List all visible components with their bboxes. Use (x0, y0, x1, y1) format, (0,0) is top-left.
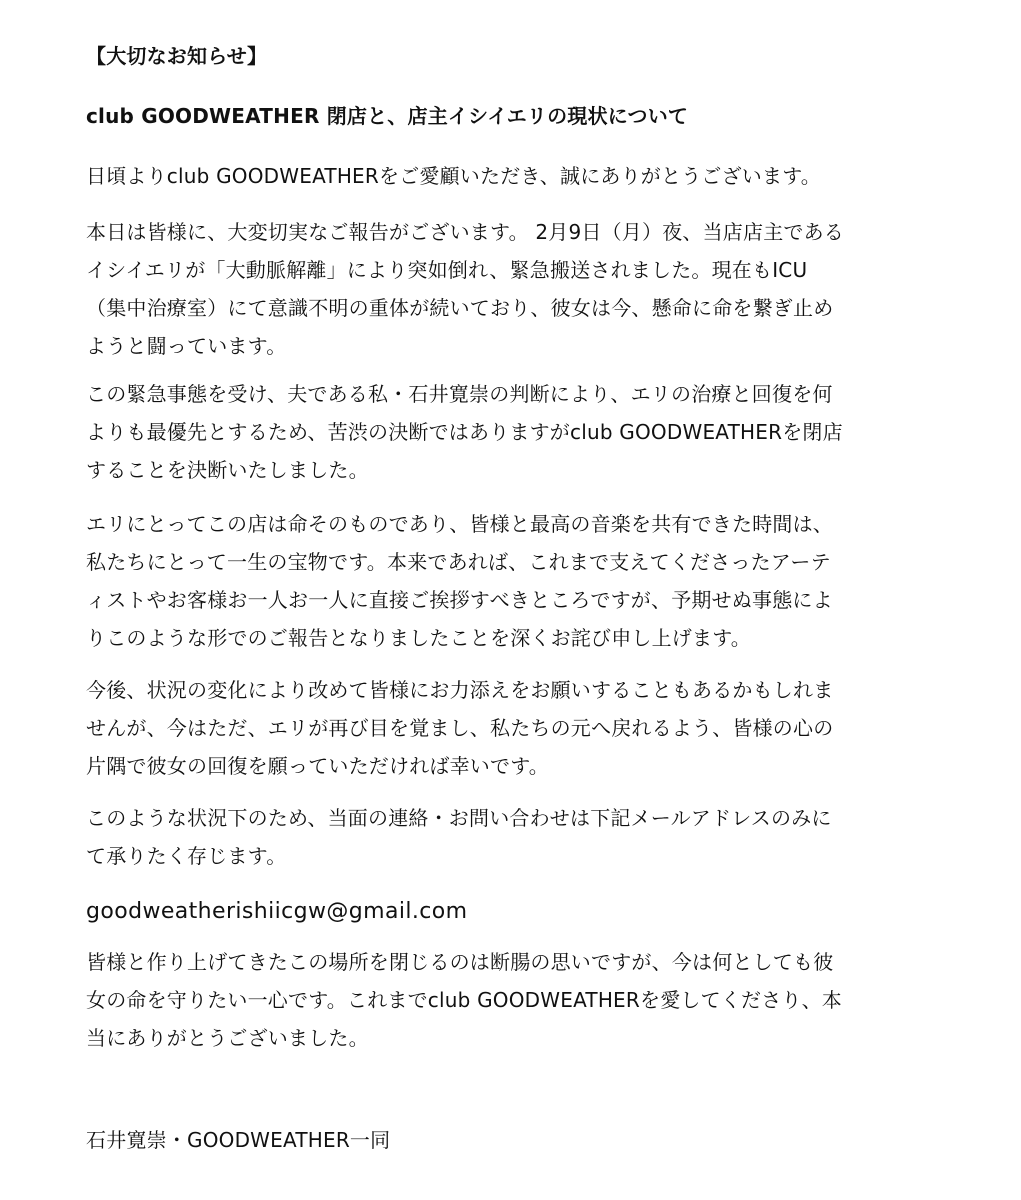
paragraph-line: イシイエリが「大動脈解離」により突如倒れ、緊急搬送されました。現在もICU (86, 258, 808, 282)
paragraph-line: 今後、状況の変化により改めて皆様にお力添えをお願いすることもあるかもしれま (86, 678, 834, 702)
notice-title: club GOODWEATHER 閉店と、店主イシイエリの現状について (86, 104, 689, 128)
greeting-paragraph: 日頃よりclub GOODWEATHERをご愛顧いただき、誠にありがとうございます。 (86, 164, 821, 188)
paragraph-line: りこのような形でのご報告となりましたことを深くお詫び申し上げます。 (86, 626, 751, 650)
paragraph-line: このような状況下のため、当面の連絡・お問い合わせは下記メールアドレスのみに (86, 806, 832, 830)
paragraph-line: 当にありがとうございました。 (86, 1026, 369, 1050)
paragraph-line: エリにとってこの店は命そのものであり、皆様と最高の音楽を共有できた時間は、 (86, 512, 833, 536)
paragraph-line: （集中治療室）にて意識不明の重体が続いており、彼女は今、懸命に命を繋ぎ止め (86, 296, 834, 320)
paragraph-line: 本日は皆様に、大変切実なご報告がございます。 2月9日（月）夜、当店店主である (86, 220, 845, 244)
paragraph-line: 女の命を守りたい一心です。これまでclub GOODWEATHERを愛してくださり、本 (86, 988, 842, 1012)
contact-email[interactable]: goodweatherishiicgw@gmail.com (86, 899, 468, 924)
signature: 石井寛崇・GOODWEATHER一同 (86, 1128, 391, 1152)
paragraph-line: 皆様と作り上げてきたこの場所を閉じるのは断腸の思いですが、今は何としても彼 (86, 950, 834, 974)
paragraph-line: ィストやお客様お一人お一人に直接ご挨拶すべきところですが、予期せぬ事態によ (86, 588, 833, 612)
notice-heading: 【大切なお知らせ】 (86, 44, 268, 68)
paragraph-line: することを決断いたしました。 (86, 458, 369, 482)
paragraph-line: ようと闘っています。 (86, 334, 287, 358)
paragraph-line: 私たちにとって一生の宝物です。本来であれば、これまで支えてくださったアーテ (86, 550, 831, 574)
paragraph-line: 片隅で彼女の回復を願っていただければ幸いです。 (86, 754, 549, 778)
paragraph-line: せんが、今はただ、エリが再び目を覚まし、私たちの元へ戻れるよう、皆様の心の (86, 716, 834, 740)
paragraph-line: よりも最優先とするため、苦渋の決断ではありますがclub GOODWEATHERを閉店 (86, 420, 843, 444)
paragraph-line: この緊急事態を受け、夫である私・石井寛崇の判断により、エリの治療と回復を何 (86, 382, 833, 406)
paragraph-line: て承りたく存じます。 (86, 844, 287, 868)
